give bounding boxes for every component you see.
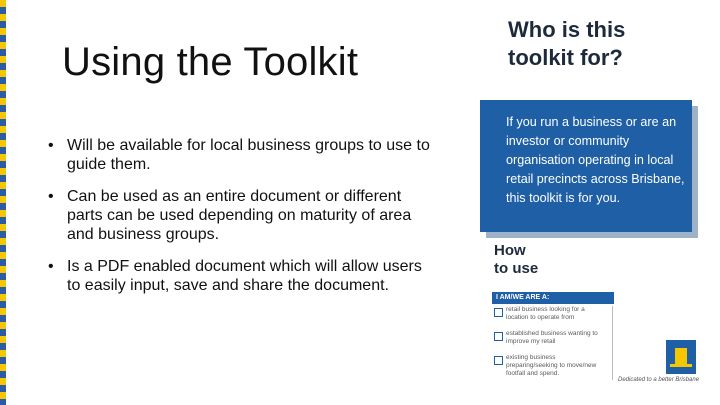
- checklist-item: [494, 306, 604, 330]
- who-panel-text: If you run a business or are an investor or community organisation operating in local retail precincts across Brisbane, this toolkit is for you.: [506, 115, 685, 205]
- checklist-item: [494, 330, 604, 354]
- logo-tower-shape: [675, 348, 687, 364]
- who-heading-line2: toolkit for?: [508, 45, 623, 70]
- am-label-bar: I AM/WE ARE A:: [492, 292, 614, 304]
- bullet-text: Can be used as an entire document or different parts can be used depending on maturity of area and business groups.: [67, 188, 412, 243]
- decorative-edge-stripe: [0, 0, 6, 405]
- brisbane-logo-icon: [666, 340, 696, 374]
- bullet-icon: •: [48, 258, 54, 275]
- checklist-text: retail business looking for a location to operate from: [506, 306, 585, 321]
- who-panel: [480, 100, 692, 232]
- how-heading-line1: How: [494, 242, 526, 259]
- brochure-image: [478, 0, 720, 405]
- checkbox-icon: [494, 308, 503, 317]
- checklist: [494, 306, 604, 378]
- who-heading-line1: Who is this: [508, 17, 626, 42]
- bullet-item: [48, 136, 433, 174]
- bullet-icon: •: [48, 137, 54, 154]
- bullet-text: Will be available for local business groups to use to guide them.: [67, 137, 430, 173]
- bullet-item: [48, 257, 433, 295]
- divider: [612, 306, 613, 380]
- brochure-tagline: Dedicated to a better Brisbane: [618, 377, 700, 383]
- bullet-icon: •: [48, 188, 54, 205]
- how-heading: [494, 242, 538, 278]
- checkbox-icon: [494, 356, 503, 365]
- slide-title: Using the Toolkit: [62, 40, 359, 84]
- checklist-item: [494, 354, 604, 378]
- logo-base-shape: [670, 364, 692, 367]
- who-heading: [508, 16, 625, 72]
- bullet-text: Is a PDF enabled document which will allow users to easily input, save and share the document.: [67, 258, 422, 294]
- checklist-text: existing business preparing/seeking to move/new footfall and spend.: [506, 354, 597, 377]
- how-heading-line2: to use: [494, 260, 539, 277]
- bullet-list: [48, 136, 433, 308]
- checklist-text: established business wanting to improve my retail: [506, 330, 598, 345]
- checkbox-icon: [494, 332, 503, 341]
- bullet-item: [48, 187, 433, 244]
